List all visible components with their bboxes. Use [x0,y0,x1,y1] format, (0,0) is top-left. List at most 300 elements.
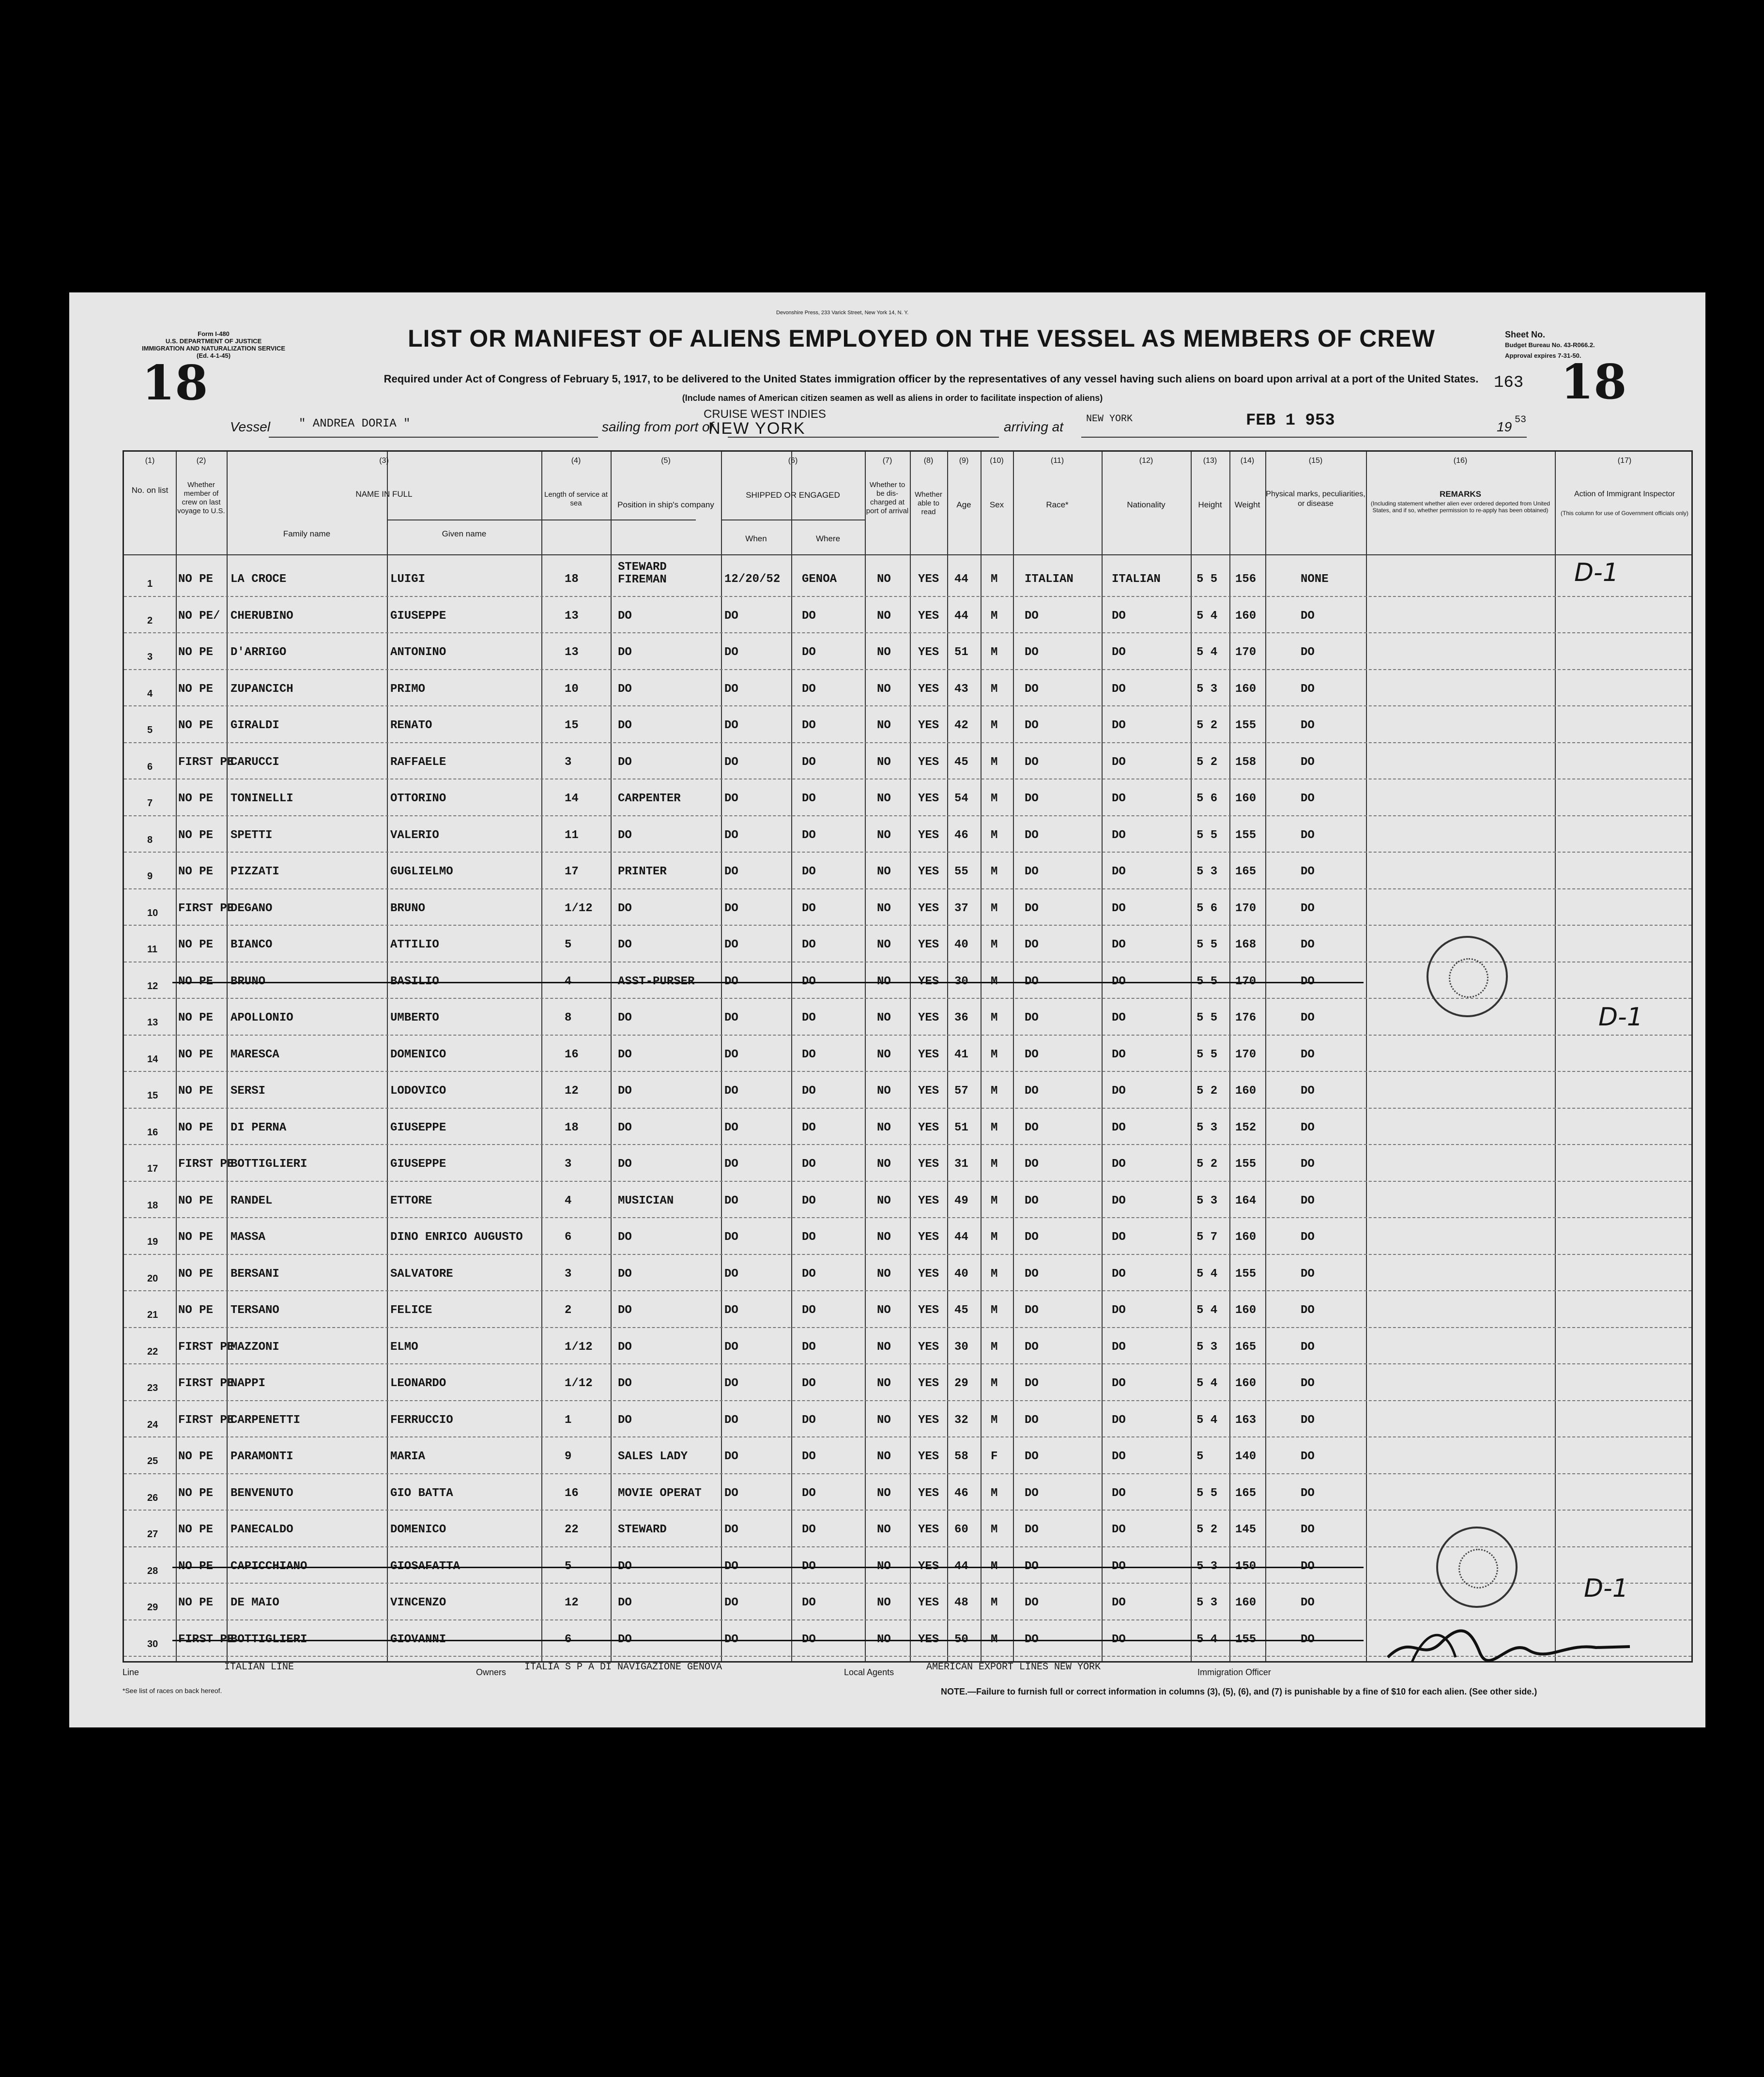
sex-cell: M [991,646,998,659]
given-name-cell: BRUNO [390,901,426,915]
race-cell: DO [1025,1486,1039,1500]
family-name-cell: SPETTI [230,828,273,842]
sex-cell: M [991,938,998,951]
discharged-cell: NO [877,1596,891,1609]
header-nationality: Nationality [1127,500,1166,509]
able-to-read-cell: YES [918,1450,939,1463]
weight-cell: 160 [1235,1304,1257,1317]
height-cell: 5 5 [1196,1048,1218,1061]
family-name-cell: ZUPANCICH [230,682,293,696]
row-separator [124,742,1691,744]
height-cell: 5 7 [1196,1231,1218,1244]
row-number: 25 [147,1456,158,1466]
row-separator [124,1400,1691,1402]
column-number: (15) [1308,457,1323,465]
physical-marks-cell: DO [1301,609,1315,623]
row-number: 19 [147,1237,158,1247]
shipped-where-cell: DO [802,1304,816,1317]
discharged-cell: NO [877,792,891,805]
height-cell: 5 3 [1196,1596,1218,1609]
physical-marks-cell: DO [1301,1048,1315,1061]
position-cell: DO [618,828,632,842]
physical-marks-cell: DO [1301,865,1315,878]
sex-cell: F [991,1450,998,1463]
nationality-cell: DO [1112,1158,1126,1171]
row-number: 15 [147,1090,158,1101]
manifest-sheet [69,292,1705,1727]
row-separator [124,1510,1691,1512]
given-name-cell: ETTORE [390,1194,432,1207]
service-length-cell: 3 [565,1158,572,1171]
row-separator [124,1071,1691,1073]
year-value: 53 [1515,414,1527,426]
sex-cell: M [991,1158,998,1171]
service-length-cell: 11 [565,828,579,842]
shipped-where-cell: DO [802,792,816,805]
race-cell: ITALIAN [1025,573,1074,586]
shipped-when-cell: DO [724,609,738,623]
physical-marks-cell: DO [1301,1084,1315,1098]
arrival-date-stamp: FEB 1 953 [1246,412,1335,430]
row-number: 2 [147,615,153,626]
column-number: (16) [1453,457,1468,465]
sex-cell: M [991,1084,998,1098]
given-name-cell: LUIGI [390,573,426,586]
discharged-cell: NO [877,865,891,878]
shipped-where-cell: DO [802,938,816,951]
shipped-where-cell: DO [802,1011,816,1024]
row-number: 30 [147,1638,158,1649]
family-name-cell: MASSA [230,1231,266,1244]
previous-voyage-cell: NO PE [178,1486,214,1500]
shipped-when-cell: 12/20/52 [724,573,781,586]
discharged-cell: NO [877,1011,891,1024]
header-name-in-full: NAME IN FULL [355,489,413,499]
race-cell: DO [1025,646,1039,659]
row-separator [124,632,1691,634]
able-to-read-cell: YES [918,1340,939,1354]
physical-marks-cell: DO [1301,1486,1315,1500]
weight-cell: 152 [1235,1121,1257,1134]
inspector-note: D-1 [1598,1003,1643,1032]
sex-cell: M [991,1486,998,1500]
row-separator [124,1436,1691,1438]
position-cell: DO [618,719,632,732]
family-name-cell: BENVENUTO [230,1486,293,1500]
position-cell: PRINTER [618,865,667,878]
inspector-note: D-1 [1574,558,1619,587]
previous-voyage-cell: NO PE [178,1231,214,1244]
able-to-read-cell: YES [918,1121,939,1134]
row-number: 14 [147,1054,158,1065]
form-number: Form I-480 [198,330,230,337]
family-name-cell: TONINELLI [230,792,293,805]
sex-cell: M [991,609,998,623]
position-cell: DO [618,1084,632,1098]
row-number: 27 [147,1529,158,1540]
weight-cell: 170 [1235,1048,1257,1061]
height-cell: 5 [1196,1450,1204,1463]
able-to-read-cell: YES [918,609,939,623]
row-number: 9 [147,871,153,882]
shipped-when-cell: DO [724,1048,738,1061]
approval-expiry: Approval expires 7-31-50. [1505,352,1581,359]
position-cell: DO [618,938,632,951]
physical-marks-cell: DO [1301,1158,1315,1171]
given-name-cell: ELMO [390,1340,418,1354]
sex-cell: M [991,1523,998,1536]
height-cell: 5 4 [1196,1413,1218,1427]
discharged-cell: NO [877,1340,891,1354]
strike-through-line [172,1567,1364,1568]
weight-cell: 168 [1235,938,1257,951]
shipped-when-cell: DO [724,1486,738,1500]
given-name-cell: MARIA [390,1450,426,1463]
discharged-cell: NO [877,1158,891,1171]
header-able-to-read: Whether able to read [915,490,942,516]
header-remarks-note: (Including statement whether alien ever ordered deported from United States, and if so, whether permission to re-apply has been obtained) [1370,500,1550,514]
family-name-cell: PARAMONTI [230,1450,293,1463]
family-name-cell: MARESCA [230,1048,279,1061]
race-cell: DO [1025,1231,1039,1244]
column-number: (1) [145,457,155,465]
family-name-cell: SERSI [230,1084,266,1098]
given-name-cell: LODOVICO [390,1084,446,1098]
page-title: LIST OR MANIFEST OF ALIENS EMPLOYED ON THE VESSEL AS MEMBERS OF CREW [408,325,1435,352]
weight-cell: 160 [1235,1084,1257,1098]
sailing-label: sailing from port of [602,419,714,434]
family-name-cell: CARPENETTI [230,1413,301,1427]
age-cell: 44 [954,1231,968,1244]
race-cell: DO [1025,1267,1039,1281]
row-separator [124,1108,1691,1110]
header-length-of-service: Length of service at sea [544,490,608,507]
age-cell: 46 [954,828,968,842]
service-length-cell: 18 [565,1121,579,1134]
position-cell: DO [618,1011,632,1024]
owners-label: Owners [476,1667,506,1677]
height-cell: 5 4 [1196,1377,1218,1390]
able-to-read-cell: YES [918,1011,939,1024]
previous-voyage-cell: NO PE [178,719,214,732]
row-separator [124,1363,1691,1365]
row-separator [124,1035,1691,1037]
age-cell: 46 [954,1486,968,1500]
able-to-read-cell: YES [918,828,939,842]
row-number: 24 [147,1419,158,1430]
able-to-read-cell: YES [918,646,939,659]
previous-voyage-cell: FIRST PE [178,1413,234,1427]
given-name-cell: ATTILIO [390,938,439,951]
service-length-cell: 5 [565,938,572,951]
service-length-cell: 3 [565,755,572,769]
service-length-cell: 14 [565,792,579,805]
row-separator [124,925,1691,927]
discharged-cell: NO [877,1231,891,1244]
inspector-note: D-1 [1584,1574,1628,1603]
header-sex: Sex [989,500,1004,509]
row-number: 3 [147,652,153,662]
position-cell: MOVIE OPERAT [618,1486,702,1500]
previous-voyage-cell: NO PE [178,865,214,878]
physical-marks-cell: DO [1301,1413,1315,1427]
family-name-cell: CARUCCI [230,755,279,769]
race-cell: DO [1025,682,1039,696]
sex-cell: M [991,1377,998,1390]
given-name-cell: GIUSEPPE [390,1158,446,1171]
shipped-where-cell: DO [802,1084,816,1098]
department-name: U.S. DEPARTMENT OF JUSTICE [165,337,262,345]
row-number: 28 [147,1565,158,1576]
age-cell: 30 [954,1340,968,1354]
weight-cell: 163 [1235,1413,1257,1427]
age-cell: 44 [954,573,968,586]
header-height: Height [1198,500,1222,509]
family-name-cell: LA CROCE [230,573,287,586]
physical-marks-cell: DO [1301,1011,1315,1024]
age-cell: 43 [954,682,968,696]
row-number: 8 [147,834,153,845]
year-prefix: 19 [1497,419,1512,434]
penalty-note: NOTE.—Failure to furnish full or correct information in columns (3), (5), (6), and (7) is punishable by a fine of $10 for each alien. (See other side.) [941,1687,1537,1696]
previous-voyage-cell: NO PE [178,1450,214,1463]
nationality-cell: DO [1112,719,1126,732]
able-to-read-cell: YES [918,1486,939,1500]
race-cell: DO [1025,755,1039,769]
row-separator [124,669,1691,671]
age-cell: 60 [954,1523,968,1536]
shipped-when-cell: DO [724,1121,738,1134]
weight-cell: 160 [1235,609,1257,623]
column-number: (7) [882,457,892,465]
sex-cell: M [991,1267,998,1281]
service-length-cell: 1/12 [565,901,593,915]
able-to-read-cell: YES [918,1413,939,1427]
position-cell: MUSICIAN [618,1194,674,1207]
sheet-no-label: Sheet No. [1505,330,1546,339]
nationality-cell: DO [1112,1596,1126,1609]
row-number: 5 [147,725,153,735]
shipped-when-cell: DO [724,646,738,659]
row-separator [124,1619,1691,1621]
race-cell: DO [1025,828,1039,842]
header-family-name: Family name [283,529,331,538]
position-cell: DO [618,755,632,769]
header-position: Position in ship's company [617,500,714,509]
race-cell: DO [1025,938,1039,951]
row-number: 18 [147,1200,158,1211]
able-to-read-cell: YES [918,1377,939,1390]
race-cell: DO [1025,1450,1039,1463]
physical-marks-cell: DO [1301,792,1315,805]
age-cell: 48 [954,1596,968,1609]
strike-through-line [172,982,1364,983]
previous-voyage-cell: NO PE [178,1194,214,1207]
service-length-cell: 9 [565,1450,572,1463]
discharged-cell: NO [877,1121,891,1134]
sheet-stamp: 163 [1494,374,1524,392]
discharged-cell: NO [877,828,891,842]
sex-cell: M [991,1011,998,1024]
service-length-cell: 8 [565,1011,572,1024]
weight-cell: 164 [1235,1194,1257,1207]
previous-voyage-cell: FIRST PE [178,1377,234,1390]
service-length-cell: 13 [565,646,579,659]
given-name-cell: DINO ENRICO AUGUSTO [390,1231,523,1244]
shipped-where-cell: DO [802,719,816,732]
row-number: 29 [147,1602,158,1613]
height-cell: 5 2 [1196,1158,1218,1171]
physical-marks-cell: DO [1301,1267,1315,1281]
physical-marks-cell: DO [1301,1596,1315,1609]
column-number: (13) [1203,457,1217,465]
age-cell: 36 [954,1011,968,1024]
weight-cell: 170 [1235,901,1257,915]
shipped-when-cell: DO [724,1377,738,1390]
height-cell: 5 3 [1196,865,1218,878]
family-name-cell: RANDEL [230,1194,273,1207]
age-cell: 44 [954,609,968,623]
row-separator [124,779,1691,780]
shipped-when-cell: DO [724,938,738,951]
age-cell: 42 [954,719,968,732]
nationality-cell: DO [1112,938,1126,951]
previous-voyage-cell: NO PE [178,682,214,696]
weight-cell: 160 [1235,792,1257,805]
family-name-cell: APOLLONIO [230,1011,293,1024]
shipped-when-cell: DO [724,1194,738,1207]
age-cell: 58 [954,1450,968,1463]
service-length-cell: 6 [565,1231,572,1244]
height-cell: 5 4 [1196,646,1218,659]
able-to-read-cell: YES [918,1084,939,1098]
family-name-cell: PANECALDO [230,1523,293,1536]
age-cell: 32 [954,1413,968,1427]
race-cell: DO [1025,1084,1039,1098]
weight-cell: 155 [1235,1158,1257,1171]
shipped-when-cell: DO [724,1450,738,1463]
sex-cell: M [991,1194,998,1207]
row-separator [124,1290,1691,1292]
able-to-read-cell: YES [918,1048,939,1061]
height-cell: 5 4 [1196,609,1218,623]
discharged-cell: NO [877,609,891,623]
able-to-read-cell: YES [918,1194,939,1207]
given-name-cell: GUGLIELMO [390,865,453,878]
arriving-line [1081,437,1527,438]
column-number: (9) [959,457,969,465]
shipped-when-cell: DO [724,682,738,696]
discharged-cell: NO [877,1267,891,1281]
nationality-cell: DO [1112,1048,1126,1061]
row-number: 20 [147,1273,158,1284]
height-cell: 5 5 [1196,1011,1218,1024]
given-name-cell: SALVATORE [390,1267,453,1281]
given-name-cell: RENATO [390,719,432,732]
able-to-read-cell: YES [918,1304,939,1317]
header-weight: Weight [1234,500,1260,509]
previous-voyage-cell: NO PE [178,1523,214,1536]
row-number: 23 [147,1383,158,1393]
height-cell: 5 3 [1196,1121,1218,1134]
physical-marks-cell: DO [1301,938,1315,951]
able-to-read-cell: YES [918,1523,939,1536]
discharged-cell: NO [877,1450,891,1463]
nationality-cell: DO [1112,609,1126,623]
weight-cell: 165 [1235,1486,1257,1500]
height-cell: 5 6 [1196,792,1218,805]
weight-cell: 155 [1235,719,1257,732]
height-cell: 5 5 [1196,573,1218,586]
age-cell: 29 [954,1377,968,1390]
nationality-cell: DO [1112,1011,1126,1024]
given-name-cell: ANTONINO [390,646,446,659]
discharged-cell: NO [877,1486,891,1500]
previous-voyage-cell: FIRST PE [178,1340,234,1354]
official-seal-stamp [1427,936,1508,1017]
physical-marks-cell: NONE [1301,573,1329,586]
shipped-when-cell: DO [724,1596,738,1609]
nationality-cell: DO [1112,1413,1126,1427]
row-number: 13 [147,1017,158,1028]
column-number: (17) [1617,457,1632,465]
height-cell: 5 4 [1196,1304,1218,1317]
age-cell: 55 [954,865,968,878]
shipped-where-cell: DO [802,1194,816,1207]
column-number: (6) [788,457,798,465]
race-cell: DO [1025,1596,1039,1609]
position-cell: STEWARD FIREMAN [618,561,667,586]
sex-cell: M [991,1121,998,1134]
nationality-cell: DO [1112,792,1126,805]
race-cell: DO [1025,609,1039,623]
weight-cell: 170 [1235,646,1257,659]
race-cell: DO [1025,1158,1039,1171]
service-length-cell: 17 [565,865,579,878]
header-race: Race* [1046,500,1069,509]
shipped-where-cell: DO [802,828,816,842]
row-number: 11 [147,944,158,955]
sheet-number-left: 18 [142,355,208,411]
column-number: (5) [661,457,671,465]
able-to-read-cell: YES [918,1596,939,1609]
nationality-cell: DO [1112,755,1126,769]
race-cell: DO [1025,792,1039,805]
row-separator [124,1473,1691,1475]
race-cell: DO [1025,865,1039,878]
family-name-cell: PIZZATI [230,865,279,878]
position-cell: DO [618,1048,632,1061]
form-identifier [142,330,285,359]
sex-cell: M [991,1413,998,1427]
shipped-where-cell: DO [802,1231,816,1244]
age-cell: 51 [954,646,968,659]
previous-voyage-cell: NO PE [178,1121,214,1134]
age-cell: 40 [954,1267,968,1281]
weight-cell: 155 [1235,1267,1257,1281]
shipped-when-cell: DO [724,1231,738,1244]
shipped-when-cell: DO [724,828,738,842]
nationality-cell: DO [1112,1340,1126,1354]
given-name-cell: LEONARDO [390,1377,446,1390]
physical-marks-cell: DO [1301,755,1315,769]
height-cell: 5 6 [1196,901,1218,915]
shipped-where-cell: DO [802,1596,816,1609]
position-cell: DO [618,1158,632,1171]
physical-marks-cell: DO [1301,1340,1315,1354]
given-name-cell: UMBERTO [390,1011,439,1024]
age-cell: 40 [954,938,968,951]
